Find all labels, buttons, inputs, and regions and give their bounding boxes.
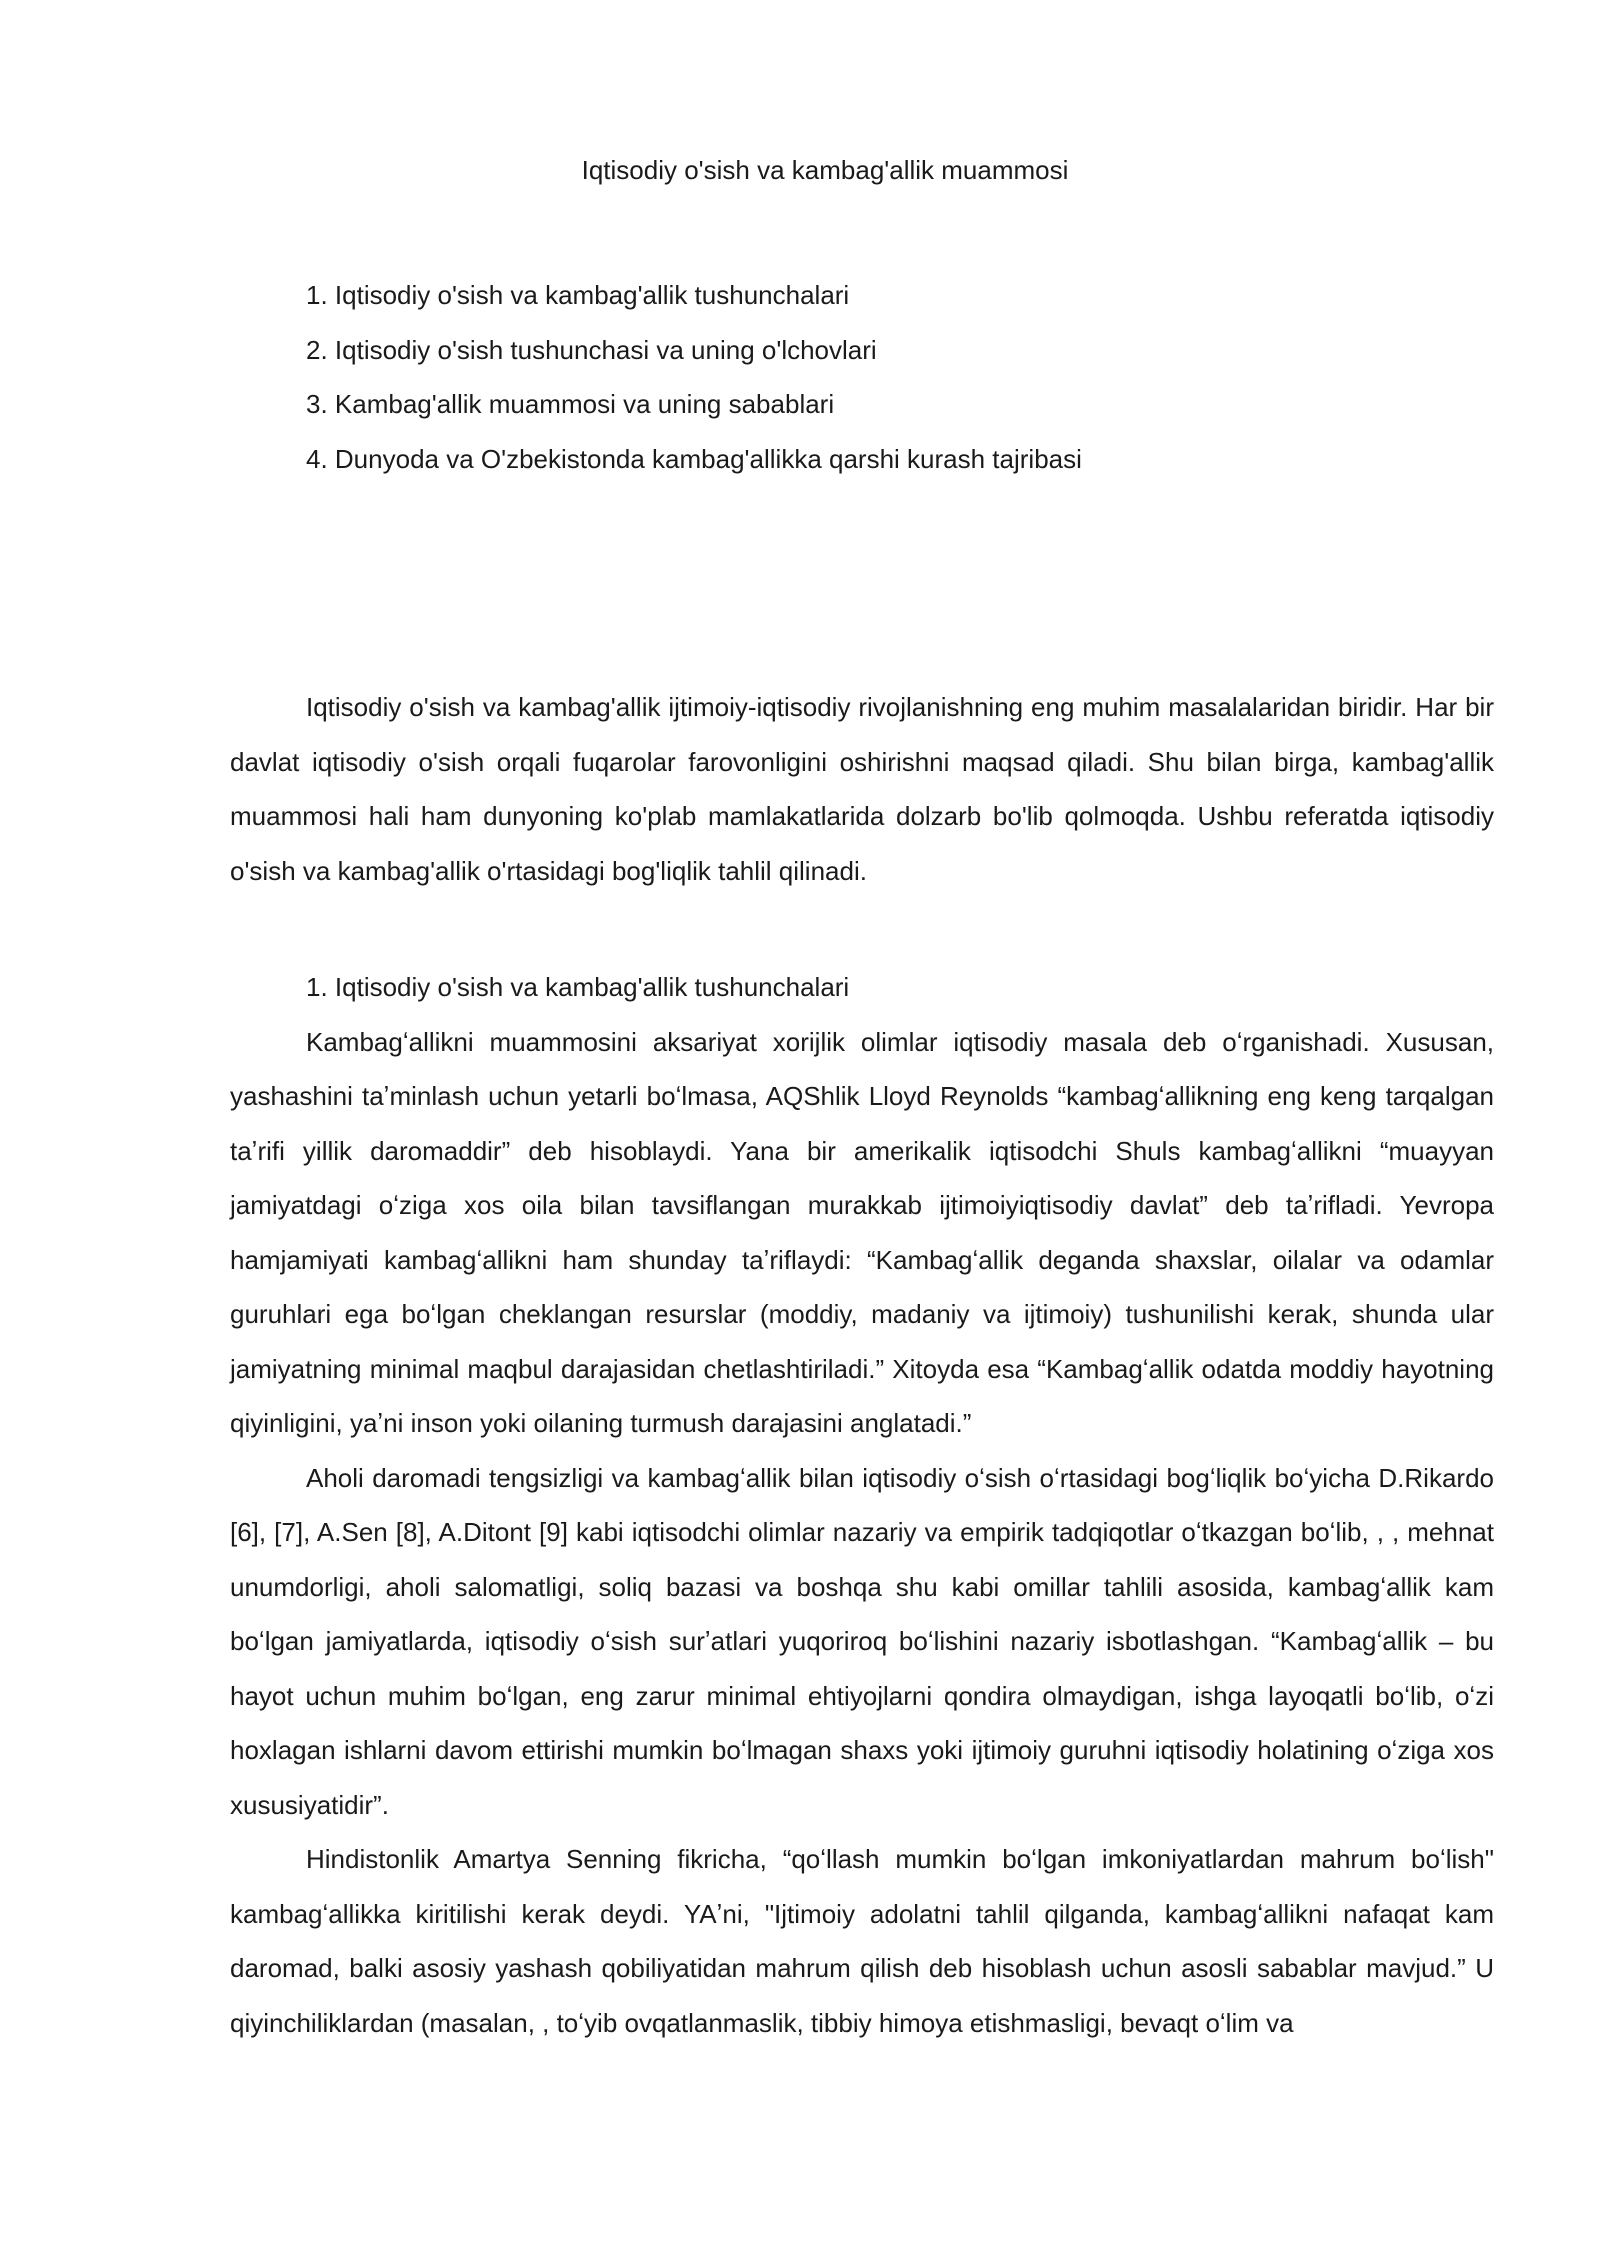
- table-of-contents: [306, 268, 1082, 486]
- section-1-paragraph-2: Aholi daromadi tengsizligi va kambagʻallik bilan iqtisodiy oʻsish oʻrtasidagi bogʻliqlik boʻyicha D.Rikardo [6], [7], A.Sen [8], A.Ditont [9] kabi iqtisodchi olimlar nazariy va empirik tadqiqotlar oʻtkazgan boʻlib, , , mehnat unumdorligi, aholi salomatligi, soliq bazasi va boshqa shu kabi omillar tahlili asosida, kambagʻallik kam boʻlgan jamiyatlarda, iqtisodiy oʻsish surʼatlari yuqoriroq boʻlishini nazariy isbotlashgan. “Kambagʻallik – bu hayot uchun muhim boʻlgan, eng zarur minimal ehtiyojlarni qondira olmaydigan, ishga layoqatli boʻlib, oʻzi hoxlagan ishlarni davom ettirishi mumkin boʻlmagan shaxs yoki ijtimoiy guruhni iqtisodiy holatining oʻziga xos xususiyatidir”.: [230, 1462, 1494, 1820]
- toc-item-4: 4. Dunyoda va O'zbekistonda kambag'allikka qarshi kurash tajribasi: [306, 443, 1082, 474]
- intro-paragraph: Iqtisodiy o'sish va kambag'allik ijtimoiy-iqtisodiy rivojlanishning eng muhim masalalaridan biridir. Har bir davlat iqtisodiy o'sish orqali fuqarolar farovonligini oshirishni maqsad qiladi. Shu bilan birga, kambag'allik muammosi hali ham dunyoning ko'plab mamlakatlarida dolzarb bo'lib qolmoqda. Ushbu referatda iqtisodiy o'sish va kambag'allik o'rtasidagi bog'liqlik tahlil qilinadi.: [230, 692, 1494, 886]
- section-1: [230, 960, 1494, 2050]
- section-1-paragraph-1: Kambagʻallikni muammosini aksariyat xorijlik olimlar iqtisodiy masala deb oʻrganishadi. Xususan, yashashini taʼminlash uchun yetarli boʻlmasa, AQShlik Lloyd Reynolds “kambagʻallikning eng keng tarqalgan taʼrifi yillik daromaddir” deb hisoblaydi. Yana bir amerikalik iqtisodchi Shuls kambagʻallikni “muayyan jamiyatdagi oʻziga xos oila bilan tavsiflangan murakkab ijtimoiyiqtisodiy davlat” deb taʼrifladi. Yevropa hamjamiyati kambagʻallikni ham shunday taʼriflaydi: “Kambagʻallik deganda shaxslar, oilalar va odamlar guruhlari ega boʻlgan cheklangan resurslar (moddiy, madaniy va ijtimoiy) tushunilishi kerak, shunda ular jamiyatning minimal maqbul darajasidan chetlashtiriladi.” Xitoyda esa “Kambagʻallik odatda moddiy hayotning qiyinligini, yaʼni inson yoki oilaning turmush darajasini anglatadi.”: [230, 1026, 1494, 1438]
- toc-item-3: 3. Kambag'allik muammosi va uning sabablari: [306, 389, 835, 419]
- toc-item-2: 2. Iqtisodiy o'sish tushunchasi va uning o'lchovlari: [306, 334, 877, 365]
- section-1-paragraph-3: Hindistonlik Amartya Senning fikricha, “qoʻllash mumkin boʻlgan imkoniyatlardan mahrum boʻlish" kambagʻallikka kiritilishi kerak deydi. YAʼni, "Ijtimoiy adolatni tahlil qilganda, kambagʻallikni nafaqat kam daromad, balki asosiy yashash qobiliyatidan mahrum qilish deb hisoblash uchun asosli sabablar mavjud.” U qiyinchiliklardan (masalan, , toʻyib ovqatlanmaslik, tibbiy himoya etishmasligi, bevaqt oʻlim va: [230, 1844, 1494, 2038]
- document-title: Iqtisodiy o'sish va kambag'allik muammosi: [581, 155, 1069, 185]
- toc-item-1: 1. Iqtisodiy o'sish va kambag'allik tushunchalari: [306, 280, 850, 310]
- section-1-heading: 1. Iqtisodiy o'sish va kambag'allik tushunchalari: [306, 972, 850, 1002]
- introduction: [230, 680, 1494, 898]
